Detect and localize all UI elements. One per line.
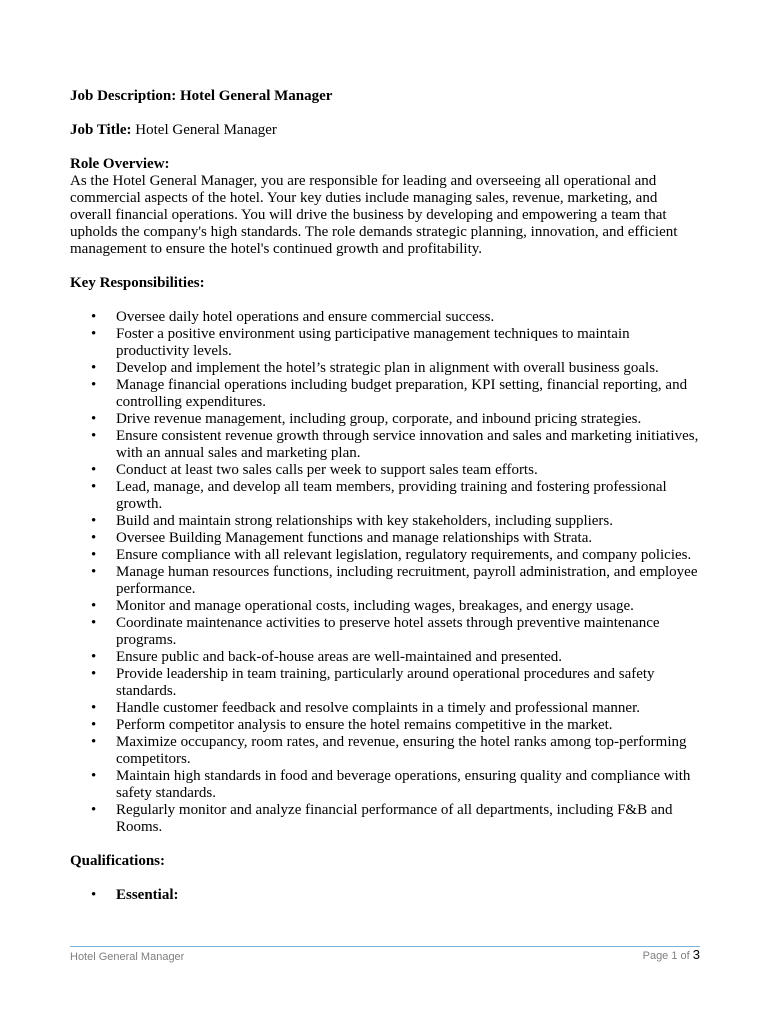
responsibility-item: • Provide leadership in team training, particularly around operational procedures and safety standards. [70, 666, 702, 700]
document-title: Job Description: Hotel General Manager [70, 88, 333, 104]
role-overview-text: As the Hotel General Manager, you are responsible for leading and overseeing all operational and commercial aspects of the hotel. Your key duties include managing sales, revenue, marketing, and overall financial operations. You will drive the business by developing and empowering a team that upholds the company's high standards. The role demands strategic planning, innovation, and efficient management to ensure the hotel's continued growth and profitability. [70, 173, 678, 257]
responsibility-item: • Handle customer feedback and resolve complaints in a timely and professional manner. [70, 700, 702, 717]
responsibility-item: • Maximize occupancy, room rates, and revenue, ensuring the hotel ranks among top-performing competitors. [70, 734, 702, 768]
responsibility-item: • Regularly monitor and analyze financial performance of all departments, including F&B and Rooms. [70, 802, 702, 836]
footer-document-name: Hotel General Manager [70, 951, 185, 963]
responsibility-item: • Build and maintain strong relationships with key stakeholders, including suppliers. [70, 513, 702, 530]
responsibility-item: • Oversee Building Management functions and manage relationships with Strata. [70, 530, 702, 547]
footer-page-number [643, 948, 700, 963]
job-title-line [70, 122, 702, 139]
responsibility-item: • Manage financial operations including budget preparation, KPI setting, financial reporting, and controlling expenditures. [70, 377, 702, 411]
job-title-label: Job Title: [70, 122, 132, 138]
responsibility-item: • Ensure compliance with all relevant legislation, regulatory requirements, and company policies. [70, 547, 702, 564]
document-page [70, 88, 702, 904]
qualification-item: • Essential: [70, 887, 702, 904]
qualifications-list [70, 887, 702, 904]
responsibility-item: • Conduct at least two sales calls per week to support sales team efforts. [70, 462, 702, 479]
responsibility-item: • Monitor and manage operational costs, including wages, breakages, and energy usage. [70, 598, 702, 615]
responsibilities-list [70, 309, 702, 836]
responsibility-item: • Maintain high standards in food and beverage operations, ensuring quality and compliance with safety standards. [70, 768, 702, 802]
qualifications-heading: Qualifications: [70, 853, 166, 869]
responsibility-item: • Foster a positive environment using participative management techniques to maintain productivity levels. [70, 326, 702, 360]
responsibility-item: • Coordinate maintenance activities to preserve hotel assets through preventive maintenance programs. [70, 615, 702, 649]
responsibility-item: • Ensure consistent revenue growth through service innovation and sales and marketing initiatives, with an annual sales and marketing plan. [70, 428, 702, 462]
page-footer [70, 946, 700, 963]
responsibility-item: • Manage human resources functions, including recruitment, payroll administration, and employee performance. [70, 564, 702, 598]
responsibility-item: • Develop and implement the hotel’s strategic plan in alignment with overall business goals. [70, 360, 702, 377]
responsibility-item: • Drive revenue management, including group, corporate, and inbound pricing strategies. [70, 411, 702, 428]
key-responsibilities-heading: Key Responsibilities: [70, 275, 205, 291]
job-title-value: Hotel General Manager [131, 122, 277, 138]
responsibility-item: • Perform competitor analysis to ensure the hotel remains competitive in the market. [70, 717, 702, 734]
responsibility-item: • Lead, manage, and develop all team members, providing training and fostering professional growth. [70, 479, 702, 513]
footer-page-total: 3 [692, 947, 700, 962]
footer-page-prefix: Page 1 of [642, 950, 693, 962]
responsibility-item: • Ensure public and back-of-house areas are well-maintained and presented. [70, 649, 702, 666]
role-overview-heading: Role Overview: [70, 156, 170, 172]
responsibility-item: • Oversee daily hotel operations and ensure commercial success. [70, 309, 702, 326]
